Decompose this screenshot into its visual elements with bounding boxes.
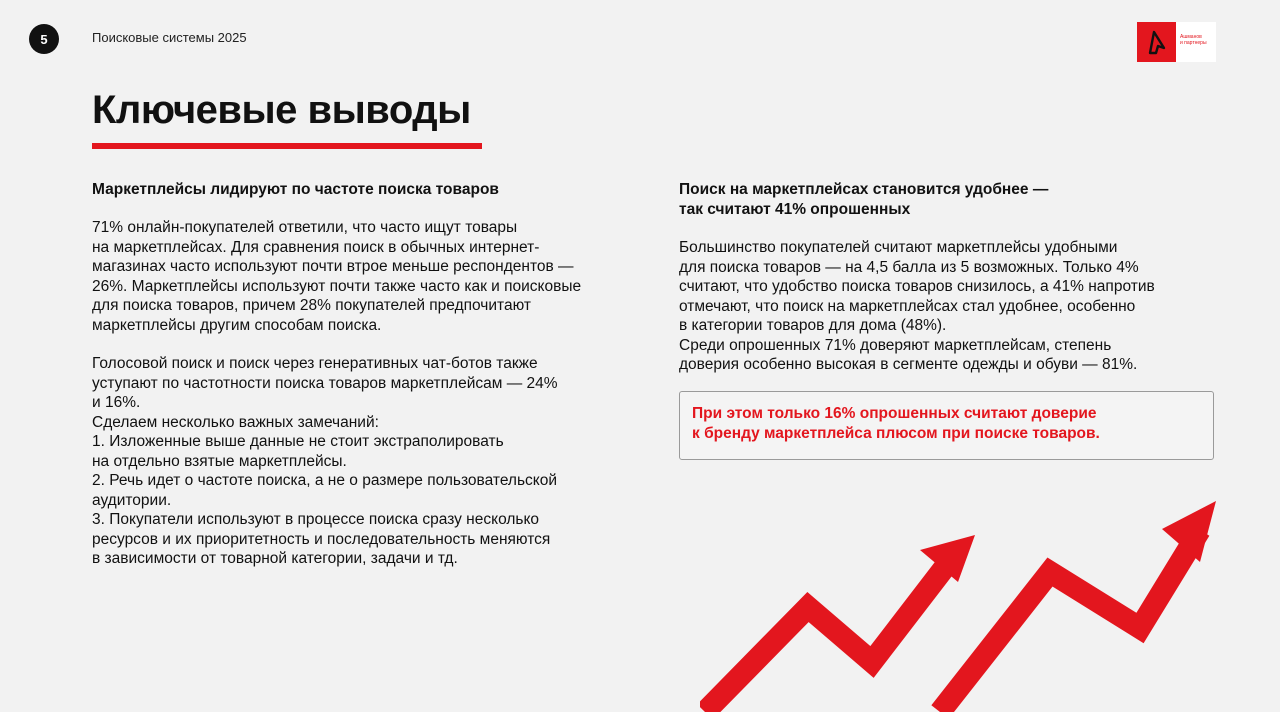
right-heading (679, 180, 1219, 220)
left-paragraph-2 (92, 354, 652, 569)
growth-arrows-icon (700, 490, 1240, 712)
text-line: Большинство покупателей считают маркетплейсы удобными (679, 239, 1118, 256)
callout-box (679, 391, 1214, 460)
text-line: Сделаем несколько важных замечаний: (92, 413, 379, 431)
left-column (92, 180, 652, 569)
growth-arrow-right (940, 530, 1200, 712)
text-line: к бренду маркетплейса плюсом при поиске товаров. (692, 425, 1100, 442)
right-column (679, 180, 1219, 375)
text-line: считают, что удобство поиска товаров снизилось, а 41% напротив (679, 278, 1155, 295)
logo-text-line: и партнеры (1180, 40, 1207, 46)
text-line: Поиск на маркетплейсах становится удобнее — (679, 181, 1049, 198)
left-paragraph-1 (92, 218, 652, 335)
right-paragraph-1 (679, 238, 1219, 375)
page-title: Ключевые выводы (92, 88, 471, 132)
text-line: и 16%. (92, 394, 141, 411)
text-line: ресурсов и их приоритетность и последовательность меняются (92, 530, 551, 548)
text-line: Среди опрошенных 71% доверяют маркетплейсам, степень (679, 336, 1112, 354)
text-line: на отдельно взятые маркетплейсы. (92, 452, 347, 470)
text-line: 26%. Маркетплейсы используют почти также часто как и поисковые (92, 277, 582, 295)
text-line: в категории товаров для дома (48%). (679, 317, 947, 334)
logo-text-line: Ашманов (1180, 34, 1202, 40)
logo-text (1176, 22, 1216, 62)
company-logo (1137, 22, 1216, 62)
text-line: 71% онлайн-покупателей ответили, что часто ищут товары (92, 219, 518, 236)
text-line: уступают по частотности поиска товаров маркетплейсам — 24% (92, 374, 558, 392)
text-line: При этом только 16% опрошенных считают доверие (692, 405, 1097, 422)
text-line: 1. Изложенные выше данные не стоит экстраполировать (92, 433, 504, 450)
page-number-badge: 5 (29, 24, 59, 54)
text-line: Голосовой поиск и поиск через генеративных чат-ботов также (92, 355, 538, 372)
text-line: так считают 41% опрошенных (679, 201, 911, 218)
logo-mark (1137, 22, 1176, 62)
text-line: аудитории. (92, 491, 172, 509)
text-line: 2. Речь идет о частоте поиска, а не о размере пользовательской (92, 472, 558, 489)
growth-arrow-left (705, 550, 958, 712)
text-line: в зависимости от товарной категории, задачи и тд. (92, 550, 458, 567)
text-line: маркетплейсы другим способам поиска. (92, 316, 382, 334)
text-line: для поиска товаров — на 4,5 балла из 5 возможных. Только 4% (679, 258, 1139, 276)
text-line: доверия особенно высокая в сегменте одежды и обуви — 81%. (679, 356, 1138, 373)
title-underline (92, 143, 482, 149)
text-line: 3. Покупатели используют в процессе поиска сразу несколько (92, 511, 540, 528)
logo-glyph-icon (1146, 29, 1168, 55)
text-line: магазинах часто используют почти втрое меньше респондентов — (92, 258, 574, 275)
header-title: Поисковые системы 2025 (92, 30, 247, 45)
text-line: для поиска товаров, причем 28% покупателей предпочитают (92, 297, 531, 314)
callout-text (692, 404, 1201, 444)
left-heading: Маркетплейсы лидируют по частоте поиска товаров (92, 181, 499, 198)
text-line: на маркетплейсах. Для сравнения поиск в обычных интернет- (92, 238, 540, 256)
text-line: отмечают, что поиск на маркетплейсах стал удобнее, особенно (679, 297, 1136, 315)
